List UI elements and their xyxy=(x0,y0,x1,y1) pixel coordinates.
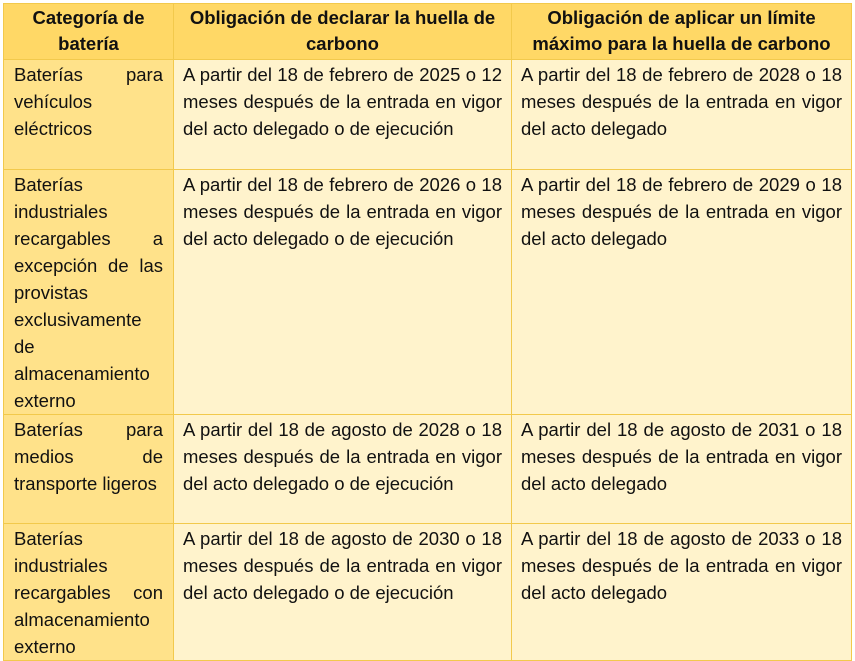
declare-cell: A partir del 18 de agosto de 2028 o 18 meses después de la entrada en vigor del acto delegado o de ejecución xyxy=(174,415,512,524)
category-cell: Baterías industriales recargables con almacenamiento externo xyxy=(4,524,174,661)
limit-cell: A partir del 18 de agosto de 2031 o 18 meses después de la entrada en vigor del acto delegado xyxy=(512,415,852,524)
battery-carbon-footprint-table xyxy=(3,3,852,661)
header-battery-category: Categoría de batería xyxy=(4,4,174,60)
table-row xyxy=(4,60,852,170)
category-cell: Baterías para medios de transporte ligeros xyxy=(4,415,174,524)
table-header-row xyxy=(4,4,852,60)
declare-cell: A partir del 18 de febrero de 2025 o 12 meses después de la entrada en vigor del acto delegado o de ejecución xyxy=(174,60,512,170)
header-limit-obligation: Obligación de aplicar un límite máximo para la huella de carbono xyxy=(512,4,852,60)
limit-cell: A partir del 18 de febrero de 2029 o 18 meses después de la entrada en vigor del acto delegado xyxy=(512,170,852,415)
category-cell: Baterías para vehículos eléctricos xyxy=(4,60,174,170)
limit-cell: A partir del 18 de febrero de 2028 o 18 meses después de la entrada en vigor del acto delegado xyxy=(512,60,852,170)
declare-cell: A partir del 18 de febrero de 2026 o 18 meses después de la entrada en vigor del acto delegado o de ejecución xyxy=(174,170,512,415)
battery-carbon-footprint-table-container xyxy=(3,3,851,661)
table-row xyxy=(4,524,852,661)
table-row xyxy=(4,170,852,415)
header-declare-obligation: Obligación de declarar la huella de carbono xyxy=(174,4,512,60)
table-row xyxy=(4,415,852,524)
limit-cell: A partir del 18 de agosto de 2033 o 18 meses después de la entrada en vigor del acto delegado xyxy=(512,524,852,661)
category-cell: Baterías industriales recargables a excepción de las provistas exclusivamente de almacenamiento externo xyxy=(4,170,174,415)
declare-cell: A partir del 18 de agosto de 2030 o 18 meses después de la entrada en vigor del acto delegado o de ejecución xyxy=(174,524,512,661)
